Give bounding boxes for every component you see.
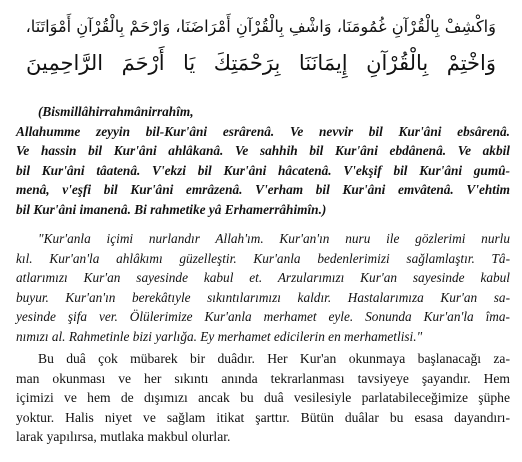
transliteration-line: Ve hassin bil Kur'âni ahlâkanâ. Ve sahhih bil Kur'âni ebdânenâ. Ve akbil: [16, 143, 510, 159]
transliteration-line: menâ, v'eşfi bil Kur'âni emrâzenâ. V'erham bil Kur'âni emvâtenâ. V'ehtim: [16, 182, 510, 198]
transliteration-line: bil Kur'âni tâatenâ. V'ekzi bil Kur'âni hâcatenâ. V'ekşif bil Kur'âni gumû-: [16, 162, 510, 178]
transliteration-block: [16, 102, 510, 220]
paragraph-line: Bu duâ çok mübarek bir duâdır. Her Kur'an okunmaya başlanacağı za-: [38, 351, 510, 366]
transliteration-line: bil Kur'âni imanenâ. Bi rahmetike yâ Erhamerrâhimîn.): [16, 201, 327, 217]
paragraph-line: larak yapılırsa, mutlaka makbul olurlar.: [16, 429, 231, 445]
paragraph-line: yoktur. Halis niyet ve sağlam itikat şarttır. Bütün duâlar bu esasa dayandırı-: [16, 409, 510, 425]
paragraph-line: içimizi ve hem de dışımızı ancak bu duâ vesilesiyle parlatabileceğimize şüphe: [16, 390, 510, 406]
meaning-block: [16, 229, 510, 347]
meaning-line: kıl. Kur'an'la ahlâkımı güzelleştir. Kur'anla bedenlerimizi sağlamlaştır. Tâ-: [16, 250, 510, 266]
meaning-line: buyur. Kur'an'ın berekâtıyle sıkıntılarımızı kaldır. Hastalarımıza Kur'an sa-: [16, 289, 510, 305]
meaning-line: atlarımızı Kur'an sayesinde kabul et. Arzularımızı Kur'an sayesinde kabul: [16, 270, 510, 286]
transliteration-line: Allahumme zeyyin bil-Kur'âni esrârenâ. Ve nevvir bil Kur'âni ebsârenâ.: [16, 123, 510, 139]
meaning-line: nımızı al. Rahmetinle bizi yarlığa. Ey merhamet edicilerin en merhametlisi.": [16, 328, 423, 344]
explanation-paragraph: [16, 349, 510, 447]
transliteration-line: (Bismillâhirrahmânirrahîm,: [38, 104, 194, 119]
meaning-line: yesinde şifa ver. Ölülerimize Kur'anla merhamet eyle. Sonunda Kur'an'la îma-: [16, 309, 510, 325]
meaning-line: "Kur'anla içimi nurlandır Allah'ım. Kur'an'ın nuru ile gözlerimi nurlu: [38, 231, 510, 246]
arabic-dua-line-1: وَاكْشِفْ بِالْقُرْآنِ غُمُومَنَا، وَاشْفِ بِالْقُرْآنِ أَمْرَاضَنَا، وَارْحَمْ بِالْقُرْآنِ أَمْوَاتَنَا،: [26, 17, 496, 36]
paragraph-line: man okunması ve her sıkıntı anında tekrarlanması tavsiyeye şayandır. Hem: [16, 370, 510, 386]
arabic-dua-line-2: وَاخْتِمْ بِالْقُرْآنِ إِيمَانَنَا بِرَحْمَتِكَ يَا أَرْحَمَ الرَّاحِمِينَ: [26, 51, 496, 75]
